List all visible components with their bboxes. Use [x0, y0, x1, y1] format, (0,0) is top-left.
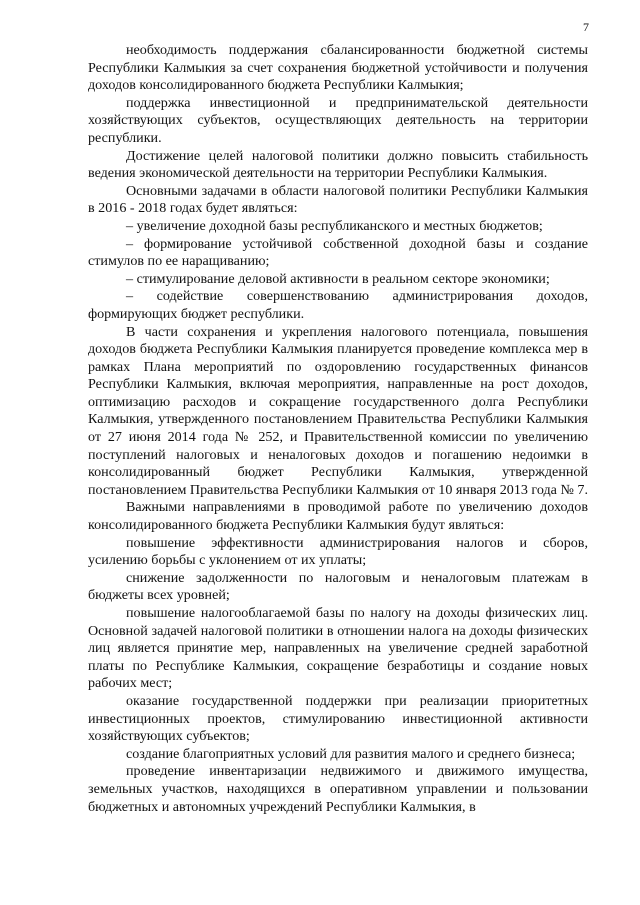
list-item: повышение налогооблагаемой базы по налогу на доходы физических лиц. Основной задачей налоговой политики в отношении налога на доходы физических лиц является принятие мер, направленных на увеличение средней заработной платы по Республике Калмыкия, сокращение безработицы и создание новых рабочих мест;	[88, 605, 588, 692]
list-item: – формирование устойчивой собственной доходной базы и создание стимулов по ее наращиванию;	[88, 235, 588, 270]
list-item: снижение задолженности по налоговым и неналоговым платежам в бюджеты всех уровней;	[88, 569, 588, 604]
paragraph: В части сохранения и укрепления налогового потенциала, повышения доходов бюджета Республики Калмыкия планируется проведение комплекса мер в рамках Плана мероприятий по оздоровлению государственных финансов Республики Калмыкия, включая мероприятия, направленные на рост доходов, оптимизацию расходов и сокращение государственного долга Республики Калмыкия, утвержденного постановлением Правительства Республики Калмыкия от 27 июня 2014 года № 252, и Правительственной комиссии по увеличению поступлений налоговых и неналоговых доходов и погашению недоимки в консолидированный бюджет Республики Калмыкия, утвержденной постановлением Правительства Республики Калмыкия от 10 января 2013 года № 7.	[88, 323, 588, 498]
list-item: – увеличение доходной базы республиканского и местных бюджетов;	[126, 217, 543, 234]
paragraph: необходимость поддержания сбалансированности бюджетной системы Республики Калмыкия за счет сохранения бюджетной устойчивости и получения доходов консолидированного бюджета Республики Калмыкия;	[88, 42, 588, 94]
list-item: – содействие совершенствованию администрирования доходов, формирующих бюджет республики.	[88, 288, 588, 322]
document-body	[88, 42, 588, 816]
list-item: создание благоприятных условий для развития малого и среднего бизнеса;	[126, 745, 576, 762]
page-number: 7	[583, 20, 589, 34]
list-item: проведение инвентаризации недвижимого и движимого имущества, земельных участков, находящихся в оперативном управлении и пользовании бюджетных и автономных учреждений Республики Калмыкия, в	[88, 763, 588, 815]
list-item: повышение эффективности администрирования налогов и сборов, усилению борьбы с уклонением от их уплаты;	[88, 534, 588, 569]
list-item: – стимулирование деловой активности в реальном секторе экономики;	[126, 270, 550, 287]
paragraph: Основными задачами в области налоговой политики Республики Калмыкия в 2016 - 2018 годах будет являться:	[88, 182, 588, 217]
paragraph: Достижение целей налоговой политики должно повысить стабильность ведения экономической деятельности на территории Республики Калмыкия.	[88, 147, 588, 182]
list-item: оказание государственной поддержки при реализации приоритетных инвестиционных проектов, стимулированию инвестиционной активности хозяйствующих субъектов;	[88, 692, 588, 745]
paragraph: Важными направлениями в проводимой работе по увеличению доходов консолидированного бюджета Республики Калмыкия будут являться:	[88, 499, 588, 534]
paragraph: поддержка инвестиционной и предпринимательской деятельности хозяйствующих субъектов, осуществляющих деятельность на территории республики.	[88, 94, 588, 146]
